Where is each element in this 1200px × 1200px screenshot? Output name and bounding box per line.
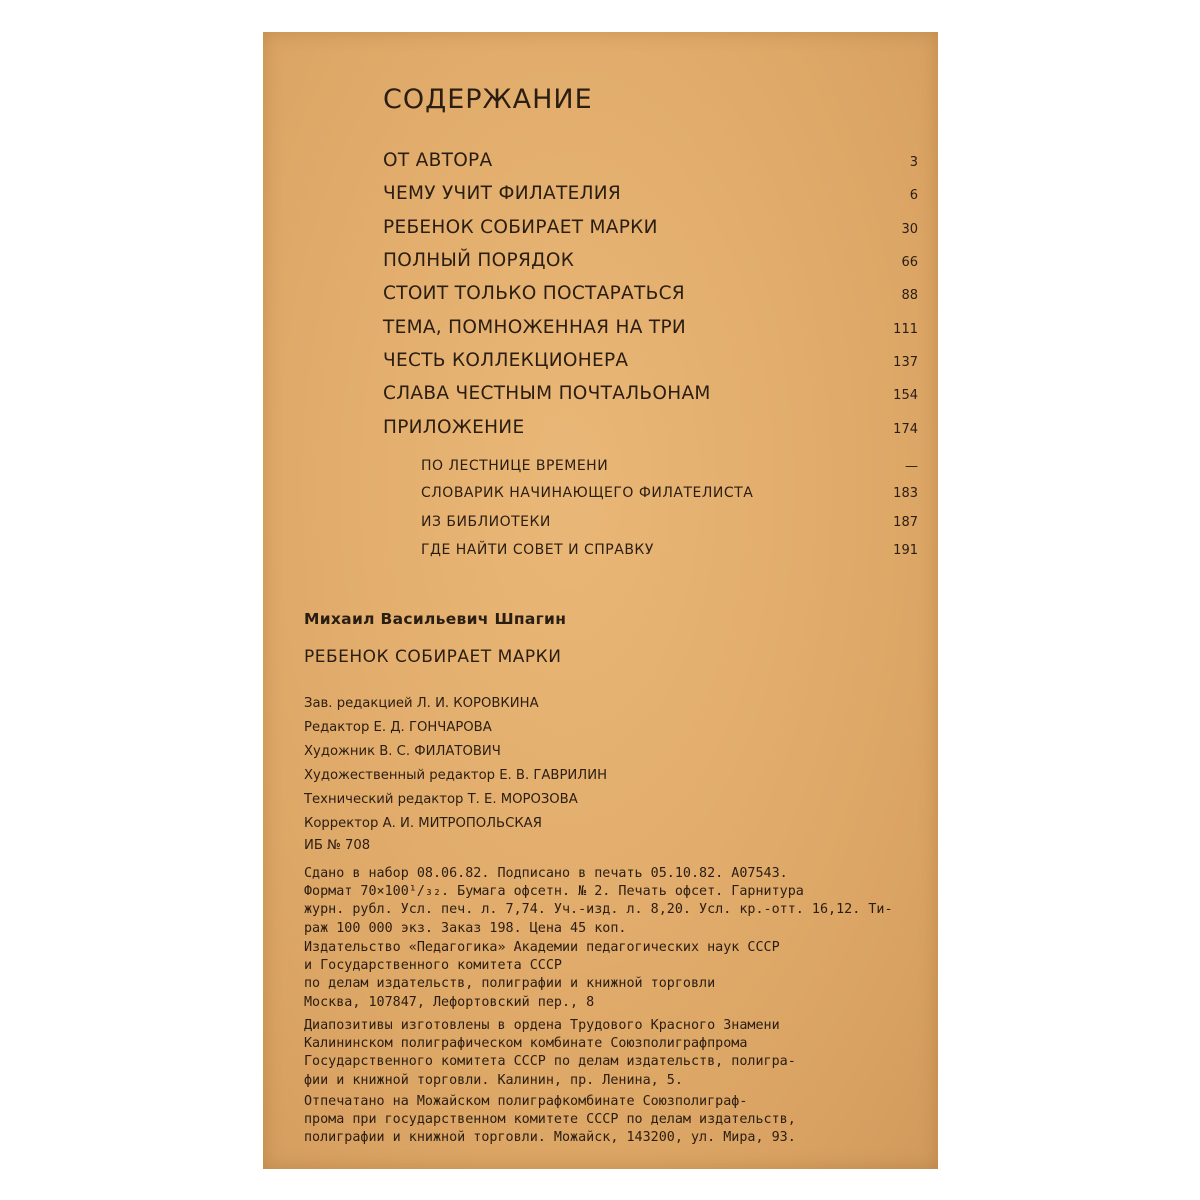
toc-item-page: 174 bbox=[893, 422, 918, 437]
toc-subitem bbox=[421, 542, 918, 566]
toc-item-page: 66 bbox=[901, 255, 918, 270]
toc-item-page: 30 bbox=[901, 222, 918, 237]
toc-item bbox=[383, 317, 918, 347]
toc-item bbox=[383, 183, 918, 213]
printing-house-line: полиграфии и книжной торговли. Можайск, 143200, ул. Мира, 93. bbox=[304, 1130, 796, 1146]
publisher-line: Москва, 107847, Лефортовский пер., 8 bbox=[304, 994, 595, 1010]
toc-item bbox=[383, 150, 918, 180]
toc-subitem-title: СЛОВАРИК НАЧИНАЮЩЕГО ФИЛАТЕЛИСТА bbox=[421, 485, 754, 501]
printing-house-info bbox=[304, 1093, 904, 1148]
print-info-line: раж 100 000 экз. Заказ 198. Цена 45 коп. bbox=[304, 920, 627, 936]
toc-subitem-page: 191 bbox=[893, 543, 918, 558]
diapositives-line: Диапозитивы изготовлены в ордена Трудового Красного Знамени bbox=[304, 1018, 780, 1033]
toc-subitem bbox=[421, 514, 918, 538]
printing-house-line: Отпечатано на Можайском полиграфкомбинате Союзполиграф- bbox=[304, 1094, 748, 1109]
toc-subitem-title: ПО ЛЕСТНИЦЕ ВРЕМЕНИ bbox=[421, 458, 609, 474]
toc-item-page: 111 bbox=[893, 322, 918, 337]
toc-subitem-title: ИЗ БИБЛИОТЕКИ bbox=[421, 514, 551, 530]
toc-item-page: 6 bbox=[909, 188, 918, 203]
toc-item bbox=[383, 250, 918, 280]
print-info bbox=[304, 865, 904, 938]
toc-item-title: ЧЕСТЬ КОЛЛЕКЦИОНЕРА bbox=[383, 350, 629, 371]
toc-item-page: 154 bbox=[893, 388, 918, 403]
toc-item bbox=[383, 417, 918, 447]
credit-line: Художественный редактор Е. В. ГАВРИЛИН bbox=[304, 768, 607, 783]
diapositives-info bbox=[304, 1017, 904, 1090]
toc-item-title: РЕБЕНОК СОБИРАЕТ МАРКИ bbox=[383, 217, 658, 238]
toc-item-title: ТЕМА, ПОМНОЖЕННАЯ НА ТРИ bbox=[383, 317, 687, 338]
ib-number: ИБ № 708 bbox=[304, 838, 371, 853]
diapositives-line: Калининском полиграфическом комбинате Союзполиграфпрома bbox=[304, 1036, 748, 1052]
toc-item-title: ЧЕМУ УЧИТ ФИЛАТЕЛИЯ bbox=[383, 183, 622, 204]
toc-subitem bbox=[421, 458, 918, 482]
print-info-line: Формат 70×100¹/₃₂. Бумага офсетн. № 2. Печать офсет. Гарнитура bbox=[304, 884, 804, 900]
toc-item-title: ПОЛНЫЙ ПОРЯДОК bbox=[383, 250, 575, 271]
toc-subitem-page: 183 bbox=[893, 486, 918, 501]
toc-item bbox=[383, 383, 918, 413]
publisher-line: по делам издательств, полиграфии и книжной торговли bbox=[304, 976, 716, 992]
toc-item bbox=[383, 283, 918, 313]
credit-line: Корректор А. И. МИТРОПОЛЬСКАЯ bbox=[304, 816, 542, 831]
diapositives-line: Государственного комитета СССР по делам издательств, полигра- bbox=[304, 1054, 796, 1070]
toc-item-title: ПРИЛОЖЕНИЕ bbox=[383, 417, 525, 438]
toc-item-page: 137 bbox=[893, 355, 918, 370]
author-name: Михаил Васильевич Шпагин bbox=[304, 610, 567, 628]
toc-item-title: ОТ АВТОРА bbox=[383, 150, 493, 171]
credit-line: Художник В. С. ФИЛАТОВИЧ bbox=[304, 744, 501, 759]
toc-item-title: СТОИТ ТОЛЬКО ПОСТАРАТЬСЯ bbox=[383, 283, 685, 304]
toc-item-page: 88 bbox=[901, 288, 918, 303]
diapositives-line: фии и книжной торговли. Калинин, пр. Ленина, 5. bbox=[304, 1072, 683, 1088]
printing-house-line: прома при государственном комитете СССР по делам издательств, bbox=[304, 1112, 796, 1128]
toc-item-page: 3 bbox=[909, 155, 918, 170]
credit-line: Зав. редакцией Л. И. КОРОВКИНА bbox=[304, 696, 539, 711]
book-page bbox=[263, 32, 938, 1169]
toc-item-title: СЛАВА ЧЕСТНЫМ ПОЧТАЛЬОНАМ bbox=[383, 383, 711, 404]
credit-line: Редактор Е. Д. ГОНЧАРОВА bbox=[304, 720, 492, 735]
toc-item bbox=[383, 217, 918, 247]
toc-item bbox=[383, 350, 918, 380]
toc-title: СОДЕРЖАНИЕ bbox=[383, 84, 593, 115]
book-title: РЕБЕНОК СОБИРАЕТ МАРКИ bbox=[304, 647, 562, 667]
print-info-line: журн. рубл. Усл. печ. л. 7,74. Уч.-изд. л. 8,20. Усл. кр.-отт. 16,12. Ти- bbox=[304, 902, 893, 918]
toc-subitem bbox=[421, 485, 918, 509]
print-info-line: Сдано в набор 08.06.82. Подписано в печать 05.10.82. А07543. bbox=[304, 866, 788, 881]
publisher-info bbox=[304, 939, 904, 1012]
publisher-line: и Государственного комитета СССР bbox=[304, 958, 562, 974]
toc-subitem-title: ГДЕ НАЙТИ СОВЕТ И СПРАВКУ bbox=[421, 542, 654, 558]
toc-subitem-page: — bbox=[905, 459, 918, 474]
credit-line: Технический редактор Т. Е. МОРОЗОВА bbox=[304, 792, 578, 807]
toc-subitem-page: 187 bbox=[893, 515, 918, 530]
publisher-line: Издательство «Педагогика» Академии педагогических наук СССР bbox=[304, 940, 780, 955]
credits-list bbox=[304, 692, 904, 836]
